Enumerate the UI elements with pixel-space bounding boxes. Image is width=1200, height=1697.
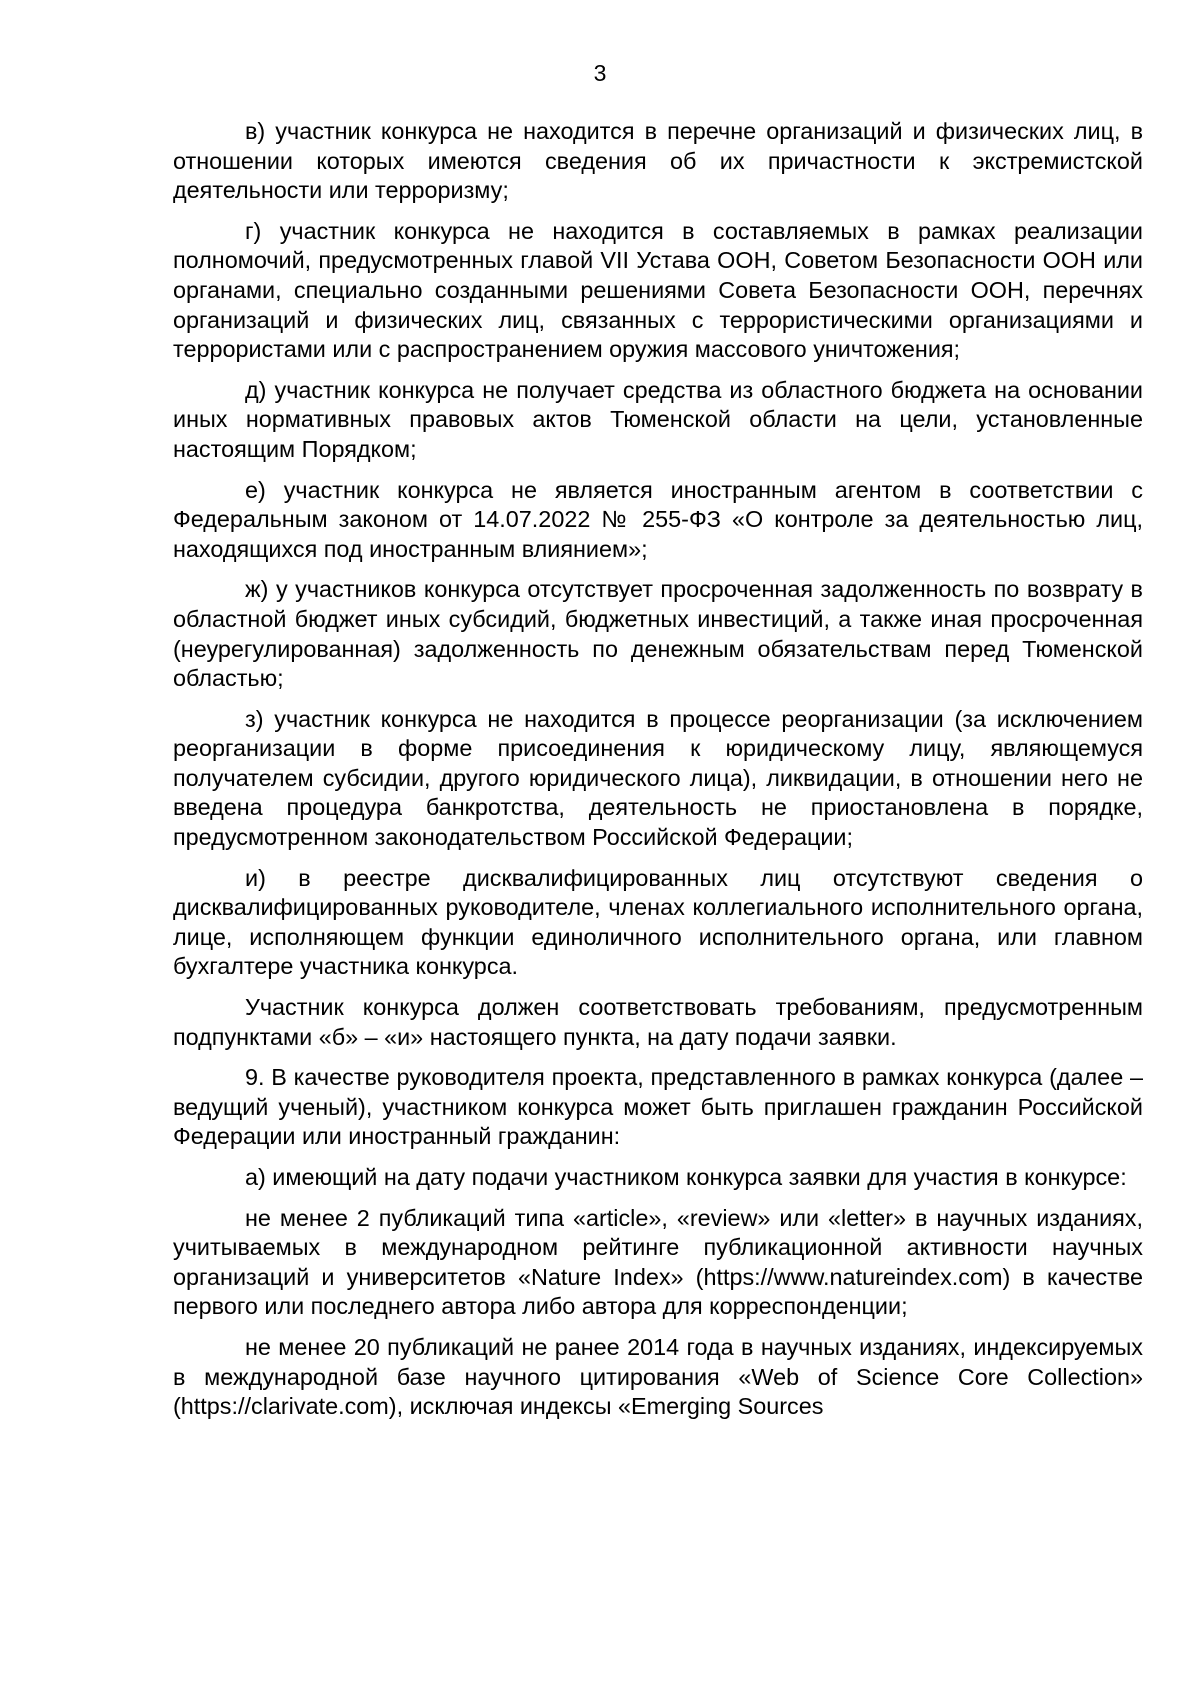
paragraph-g: г) участник конкурса не находится в составляемых в рамках реализации полномочий, предусмотренных главой VII Устава ООН, Советом Безопасности ООН или органами, специально созданными решениями Совета Безопасности ООН, перечнях организаций и физических лиц, связанных с террористическими организациями и террористами или с распространением оружия массового уничтожения; — [173, 217, 1143, 363]
page-number: 3 — [593, 60, 607, 86]
paragraph-requirements-note: Участник конкурса должен соответствовать требованиям, предусмотренным подпунктами «б» – «и» настоящего пункта, на дату подачи заявки. — [173, 994, 1143, 1050]
paragraph-i: и) в реестре дисквалифицированных лиц отсутствуют сведения о дисквалифицированных руководителе, членах коллегиального исполнительного органа, лице, исполняющем функции единоличного исполнительного органа, или главном бухгалтере участника конкурса. — [173, 864, 1143, 980]
paragraph-e: е) участник конкурса не является иностранным агентом в соответствии с Федеральным законом от 14.07.2022 № 255-ФЗ «О контроле за деятельностью лиц, находящихся под иностранным влиянием»; — [173, 476, 1143, 562]
paragraph-web-of-science: не менее 20 публикаций не ранее 2014 года в научных изданиях, индексируемых в международной базе научного цитирования «Web of Science Core Collection» (https://clarivate.com), исключая индексы «Emerging Sources — [173, 1333, 1143, 1420]
paragraph-zh: ж) у участников конкурса отсутствует просроченная задолженность по возврату в областной бюджет иных субсидий, бюджетных инвестиций, а также иная просроченная (неурегулированная) задолженность по денежным обязательствам перед Тюменской областью; — [173, 576, 1143, 692]
paragraph-9a: а) имеющий на дату подачи участником конкурса заявки для участия в конкурсе: — [245, 1164, 1127, 1190]
paragraph-v: в) участник конкурса не находится в перечне организаций и физических лиц, в отношении которых имеются сведения об их причастности к экстремистской деятельности или терроризму; — [173, 118, 1143, 204]
document-body — [173, 117, 1143, 1433]
paragraph-section-9: 9. В качестве руководителя проекта, представленного в рамках конкурса (далее – ведущий ученый), участником конкурса может быть приглашен гражданин Российской Федерации или иностранный гражданин: — [173, 1064, 1143, 1150]
paragraph-d: д) участник конкурса не получает средства из областного бюджета на основании иных нормативных правовых актов Тюменской области на цели, установленные настоящим Порядком; — [173, 376, 1143, 462]
paragraph-nature-index: не менее 2 публикаций типа «article», «review» или «letter» в научных изданиях, учитываемых в международном рейтинге публикационной активности научных организаций и университетов «Nature Index» (https://www.natureindex.com) в качестве первого или последнего автора либо автора для корреспонденции; — [173, 1204, 1143, 1320]
paragraph-z: з) участник конкурса не находится в процессе реорганизации (за исключением реорганизации в форме присоединения к юридическому лицу, являющемуся получателем субсидии, другого юридического лица), ликвидации, в отношении него не введена процедура банкротства, деятельность не приостановлена в порядке, предусмотренном законодательством Российской Федерации; — [173, 705, 1143, 851]
